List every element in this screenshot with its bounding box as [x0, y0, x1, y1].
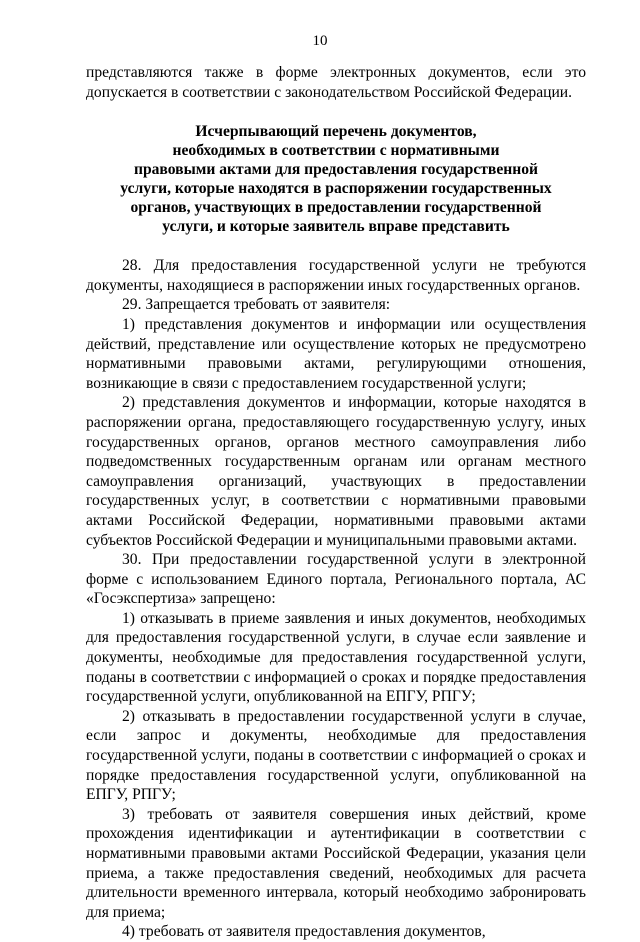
heading-line: услуги, и которые заявитель вправе представить: [162, 218, 510, 236]
paragraph-29-item-2: 2) представления документов и информации, которые находятся в распоряжении органа, предоставляющего государственную услугу, иных государственных органов, органов местного самоуправления либо подведомственных государственным органам или органам местного самоуправления организаций, участвующих в предоставлении государственных услуг, в соответствии с нормативными правовыми актами Российской Федерации, нормативными правовыми актами субъектов Российской Федерации и муниципальными правовыми актами.: [86, 394, 586, 549]
heading-line: необходимых в соответствии с нормативными: [172, 142, 500, 160]
heading-line: Исчерпывающий перечень документов,: [195, 123, 477, 141]
document-body: [86, 63, 586, 942]
paragraph-30-item-2: 2) отказывать в предоставлении государственной услуги в случае, если запрос и документы, необходимые для предоставления государственной услуги, поданы в соответствии с информацией о сроках и порядке предоставления государственной услуги, опубликованной на ЕПГУ, РПГУ;: [86, 707, 586, 804]
paragraph-28: 28. Для предоставления государственной услуги не требуются документы, находящиеся в распоряжении иных государственных органов.: [86, 257, 586, 294]
heading-line: услуги, которые находятся в распоряжении государственных: [120, 180, 552, 198]
section-heading: [86, 122, 586, 236]
heading-line: правовыми актами для предоставления государственной: [133, 161, 539, 179]
page-number: 10: [312, 33, 328, 49]
intro-paragraph: представляются также в форме электронных документов, если это допускается в соответствии с законодательством Российской Федерации.: [86, 64, 586, 101]
paragraph-30-item-3: 3) требовать от заявителя совершения иных действий, кроме прохождения идентификации и аутентификации в соответствии с нормативными правовыми актами Российской Федерации, указания цели приема, а также предоставления сведений, необходимых для расчета длительности временного интервала, который необходимо забронировать для приема;: [86, 805, 586, 921]
paragraph-30-item-1: 1) отказывать в приеме заявления и иных документов, необходимых для предоставления государственной услуги, в случае если заявление и документы, необходимые для предоставления государственной услуги, поданы в соответствии с информацией о сроках и порядке предоставления государственной услуги, опубликованной на ЕПГУ, РПГУ;: [86, 609, 586, 706]
paragraph-30-item-4: 4) требовать от заявителя предоставления документов,: [122, 923, 486, 941]
paragraph-29-item-1: 1) представления документов и информации или осуществления действий, представление или осуществление которых не предусмотрено нормативными правовыми актами, регулирующими отношения, возникающие в связи с предоставлением государственной услуги;: [86, 315, 586, 392]
paragraph-29: 29. Запрещается требовать от заявителя:: [122, 296, 391, 314]
heading-line: органов, участвующих в предоставлении государственной: [130, 199, 542, 217]
paragraph-30: 30. При предоставлении государственной услуги в электронной форме с использованием Единого портала, Регионального портала, АС «Госэкспертиза» запрещено:: [86, 551, 586, 608]
